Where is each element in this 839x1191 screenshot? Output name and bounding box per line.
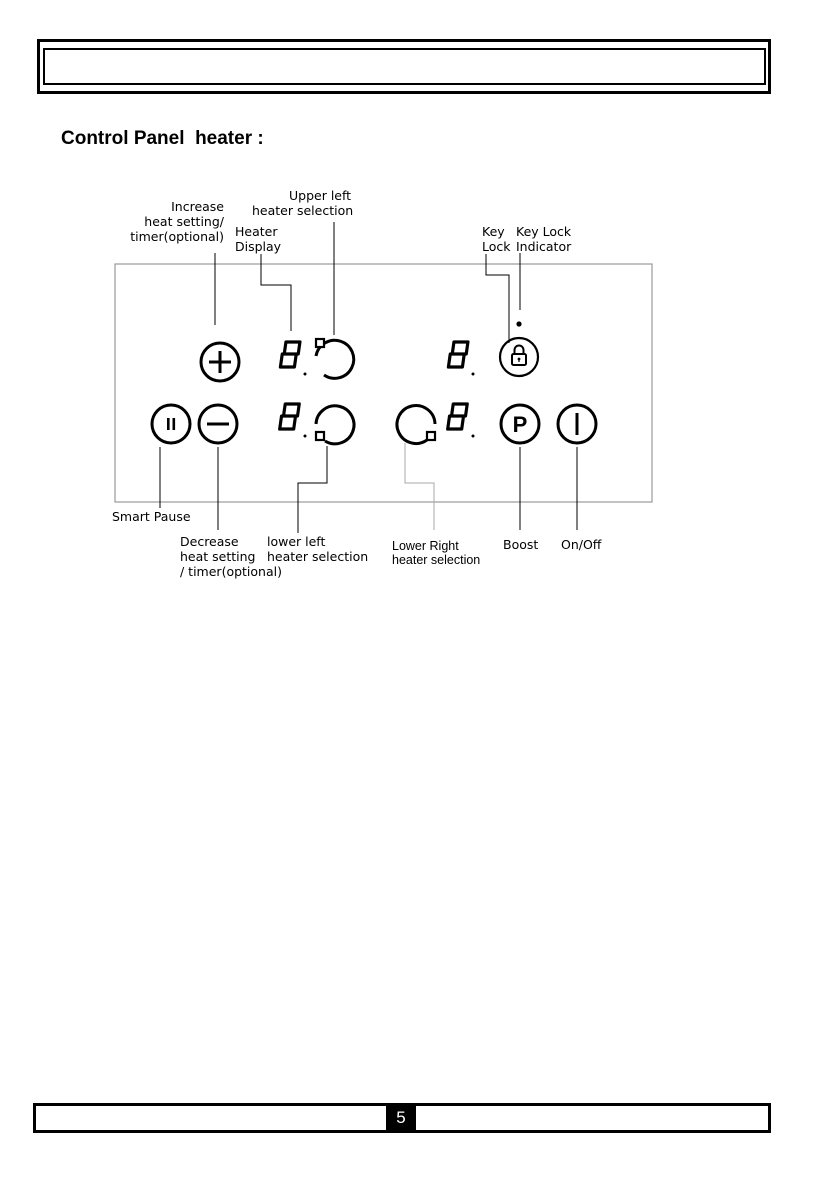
- label-heater-display-2: Display: [235, 239, 282, 254]
- smart-pause-button[interactable]: [152, 405, 190, 443]
- label-upper-left-1: Upper left: [289, 188, 352, 203]
- label-smart-pause: Smart Pause: [112, 509, 191, 524]
- label-increase-1: Increase: [171, 199, 224, 214]
- label-decrease-3: / timer(optional): [180, 564, 282, 579]
- lower-right-heater-button[interactable]: [397, 406, 435, 444]
- label-upper-left-2: heater selection: [252, 203, 354, 218]
- decrease-button[interactable]: [199, 405, 237, 443]
- on-off-button[interactable]: [558, 405, 596, 443]
- label-lower-left-1: lower left: [267, 534, 326, 549]
- label-key-lock-indicator-2: Indicator: [516, 239, 572, 254]
- panel-outline: [115, 264, 652, 502]
- label-decrease-1: Decrease: [180, 534, 239, 549]
- boost-button[interactable]: [501, 405, 539, 443]
- label-increase-3: timer(optional): [130, 229, 224, 244]
- page-number: 5: [386, 1104, 416, 1131]
- label-key-lock-2: Lock: [482, 239, 511, 254]
- label-boost: Boost: [503, 537, 539, 552]
- label-lower-right-2: heater selection: [392, 553, 481, 567]
- leader-lines: [160, 222, 577, 533]
- section-title: Control Panel heater :: [61, 128, 264, 149]
- label-lower-left-2: heater selection: [267, 549, 369, 564]
- heater-display-lower-left: [280, 404, 307, 438]
- label-lower-right-1: Lower Right: [392, 539, 459, 553]
- label-on-off: On/Off: [561, 537, 602, 552]
- label-key-lock-1: Key: [482, 224, 505, 239]
- heater-display-lower-right: [448, 404, 475, 438]
- label-heater-display-1: Heater: [235, 224, 278, 239]
- key-lock-indicator-dot: [516, 321, 521, 326]
- label-decrease-2: heat setting: [180, 549, 256, 564]
- key-lock-button[interactable]: [500, 338, 538, 376]
- increase-button[interactable]: [201, 343, 239, 381]
- upper-left-heater-button[interactable]: [316, 339, 354, 378]
- heater-display-upper-left: [280, 342, 306, 376]
- boost-letter: P: [512, 412, 528, 437]
- lower-left-heater-button[interactable]: [316, 406, 354, 444]
- label-increase-2: heat setting/: [144, 214, 224, 229]
- label-key-lock-indicator-1: Key Lock: [516, 224, 572, 239]
- heater-display-upper-right: [448, 342, 474, 376]
